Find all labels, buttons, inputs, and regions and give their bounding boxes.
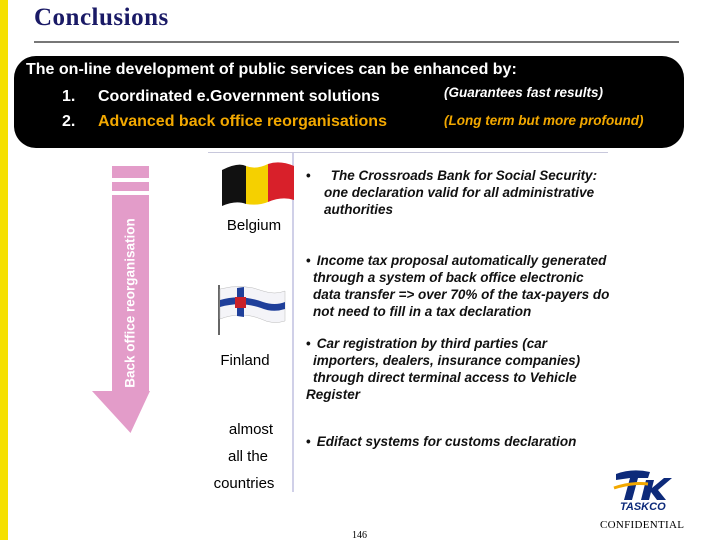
bullet-marker: •: [306, 336, 311, 351]
down-arrow-icon: [90, 195, 150, 435]
bullet-crossroads-bank: • The Crossroads Bank for Social Security: one declaration valid for all administrative authorities: [306, 168, 598, 217]
country-finland: Finland: [220, 352, 270, 369]
logo-text: TASKCO: [620, 501, 666, 513]
belgium-flag-icon: [218, 160, 298, 208]
accent-bar: [0, 0, 8, 540]
finland-flag-icon: [213, 283, 287, 335]
arrow-label: Back office reorganisation: [122, 218, 138, 388]
bullet-edifact: • Edifact systems for customs declaration: [306, 434, 577, 449]
bullet-marker: •: [306, 434, 311, 449]
item-1-note: (Guarantees fast results): [444, 85, 604, 100]
item-2-text: Advanced back office reorganisations: [98, 113, 387, 130]
banner-intro: The on-line development of public services can be enhanced by:: [26, 61, 517, 78]
item-2-note: (Long term but more profound): [444, 113, 644, 128]
item-2-number: 2.: [62, 113, 76, 130]
country-belgium: Belgium: [226, 217, 282, 234]
country-others-line2: all the: [227, 448, 269, 465]
summary-banner: [14, 56, 684, 148]
title-divider: [34, 41, 679, 43]
bullet-marker: •: [306, 168, 311, 183]
bullet-car-registration: • Car registration by third parties (car importers, dealers, insurance companies) through direct terminal access to Vehicle Register: [306, 336, 581, 402]
slide-title: Conclusions: [34, 4, 169, 31]
item-1-number: 1.: [62, 88, 76, 105]
confidential-label: CONFIDENTIAL: [600, 519, 685, 531]
divider-line: [208, 152, 608, 153]
pink-deco-block: [112, 166, 149, 178]
country-others-line3: countries: [213, 475, 275, 492]
item-1-text: Coordinated e.Government solutions: [98, 88, 380, 105]
bullet-income-tax: • Income tax proposal automatically generated through a system of back office electronic data transfer => over 70% of the tax-payers do not need to fill in a tax declaration: [306, 253, 610, 319]
tk-logo-icon: [612, 466, 676, 504]
country-others-line1: almost: [228, 421, 274, 438]
bullet-marker: •: [306, 253, 311, 268]
page-number: 146: [352, 530, 367, 541]
pink-deco-block: [112, 182, 149, 191]
